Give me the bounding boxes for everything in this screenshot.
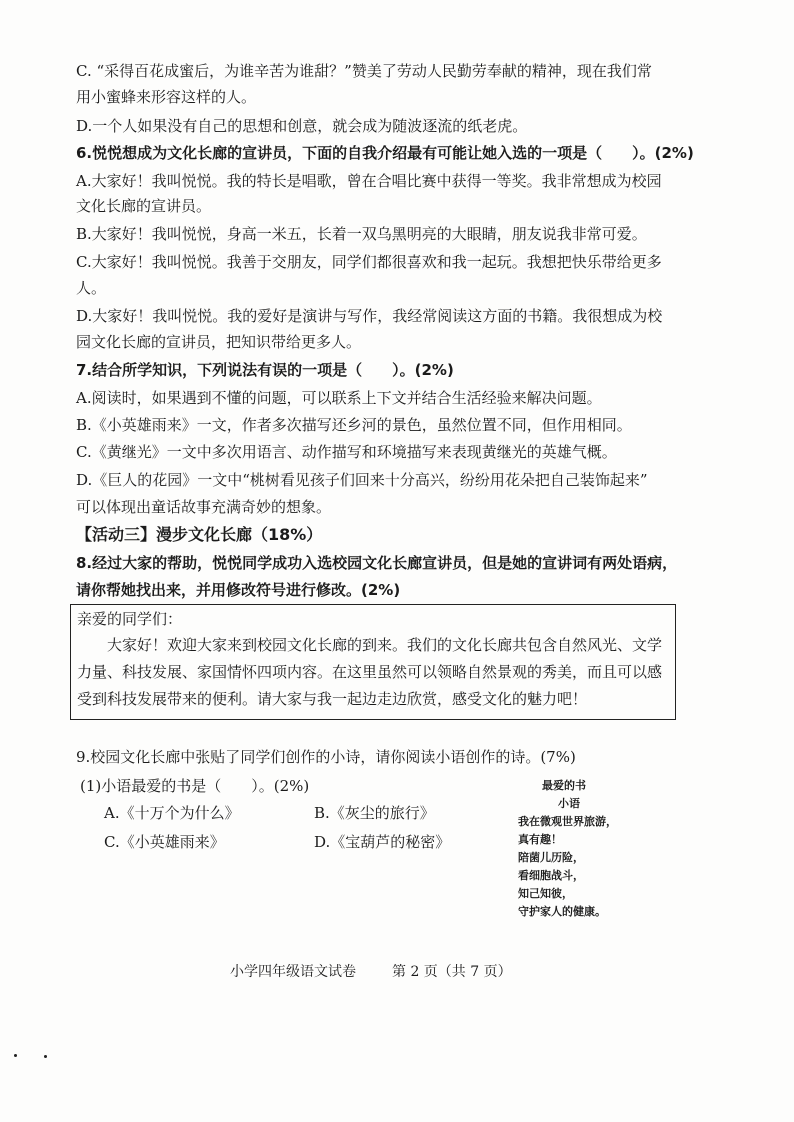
poem-line: 知己知彼， xyxy=(518,887,573,900)
q6-option-b: B.大家好！我叫悦悦，身高一米五，长着一双乌黑明亮的大眼睛，朋友说我非常可爱。 xyxy=(76,225,647,243)
footer-exam-title: 小学四年级语文试卷 xyxy=(230,964,356,980)
q5-option-d: D.一个人如果没有自己的思想和创意，就会成为随波逐流的纸老虎。 xyxy=(76,117,528,135)
q7-option-a: A.阅读时，如果遇到不懂的问题，可以联系上下文并结合生活经验来解决问题。 xyxy=(76,389,602,407)
footer-page-number: 第 2 页（共 7 页） xyxy=(392,964,512,980)
poem-line: 陪菌儿历险， xyxy=(518,851,584,864)
q7-option-d-line1: D.《巨人的花园》一文中“桃树看见孩子们回来十分高兴，纷纷用花朵把自己装饰起来” xyxy=(76,471,648,489)
speech-line3: 受到科技发展带来的便利。请大家与我一起边走边欣赏，感受文化的魅力吧！ xyxy=(77,690,588,708)
q9-option-b: B.《灰尘的旅行》 xyxy=(314,804,435,822)
speech-line2: 力量、科技发展、家国情怀四项内容。在这里虽然可以领略自然景观的秀美，而且可以感 xyxy=(77,663,663,681)
q7-option-d-line2: 可以体现出童话故事充满奇妙的想象。 xyxy=(76,498,332,516)
q9-option-a: A.《十万个为什么》 xyxy=(104,804,240,822)
q7-option-b: B.《小英雄雨来》一文，作者多次描写还乡河的景色，虽然位置不同，但作用相同。 xyxy=(76,416,632,434)
q9-option-d: D.《宝葫芦的秘密》 xyxy=(314,833,451,851)
poem-line: 守护家人的健康。 xyxy=(518,905,606,918)
poem-line: 我在微观世界旅游， xyxy=(518,815,617,828)
q6-option-c-line2: 人。 xyxy=(76,279,107,297)
poem-line: 真有趣！ xyxy=(518,833,562,846)
q9-option-c: C.《小英雄雨来》 xyxy=(104,833,225,851)
q6-option-d-line1: D.大家好！我叫悦悦。我的爱好是演讲与写作，我经常阅读这方面的书籍。我很想成为校 xyxy=(76,307,663,325)
poem-title: 最爱的书 xyxy=(542,779,586,792)
q5-option-c-line2: 用小蜜蜂来形容这样的人。 xyxy=(76,88,257,106)
speech-text-box xyxy=(70,604,676,720)
activity3-heading: 【活动三】漫步文化长廊（18%） xyxy=(76,525,323,544)
q7-option-c: C.《黄继光》一文中多次用语言、动作描写和环境描写来表现黄继光的英雄气概。 xyxy=(76,443,617,461)
q6-option-a-line1: A.大家好！我叫悦悦。我的特长是唱歌，曾在合唱比赛中获得一等奖。我非常想成为校园 xyxy=(76,172,662,190)
q6-option-a-line2: 文化长廊的宣讲员。 xyxy=(76,197,212,215)
poem-line: 看细胞战斗， xyxy=(518,869,584,882)
q6-option-d-line2: 园文化长廊的宣讲员，把知识带给更多人。 xyxy=(76,333,362,351)
q9-stem: 9.校园文化长廊中张贴了同学们创作的小诗，请你阅读小语创作的诗。(7%) xyxy=(76,748,576,766)
q5-option-c-line1: C. “采得百花成蜜后，为谁辛苦为谁甜？”赞美了劳动人民勤劳奉献的精神，现在我们常 xyxy=(76,62,652,80)
speech-greeting: 亲爱的同学们： xyxy=(77,610,183,628)
scan-speck xyxy=(14,1054,17,1057)
q8-stem-line1: 8.经过大家的帮助，悦悦同学成功入选校园文化长廊宣讲员，但是她的宣讲词有两处语病， xyxy=(76,554,678,572)
speech-line1: 大家好！欢迎大家来到校园文化长廊的到来。我们的文化长廊共包含自然风光、文学 xyxy=(77,636,663,654)
scan-speck xyxy=(44,1055,47,1058)
q7-stem: 7.结合所学知识，下列说法有误的一项是（ ）。(2%) xyxy=(76,361,454,379)
q8-stem-line2: 请你帮她找出来，并用修改符号进行修改。(2%) xyxy=(76,581,401,599)
poem-author: 小语 xyxy=(558,797,580,810)
q9-sub1-stem: (1)小语最爱的书是（ ）。(2%) xyxy=(80,777,310,795)
q6-option-c-line1: C.大家好！我叫悦悦。我善于交朋友，同学们都很喜欢和我一起玩。我想把快乐带给更多 xyxy=(76,253,662,271)
q6-stem: 6.悦悦想成为文化长廊的宣讲员，下面的自我介绍最有可能让她入选的一项是（ ）。(2%) xyxy=(76,144,694,162)
